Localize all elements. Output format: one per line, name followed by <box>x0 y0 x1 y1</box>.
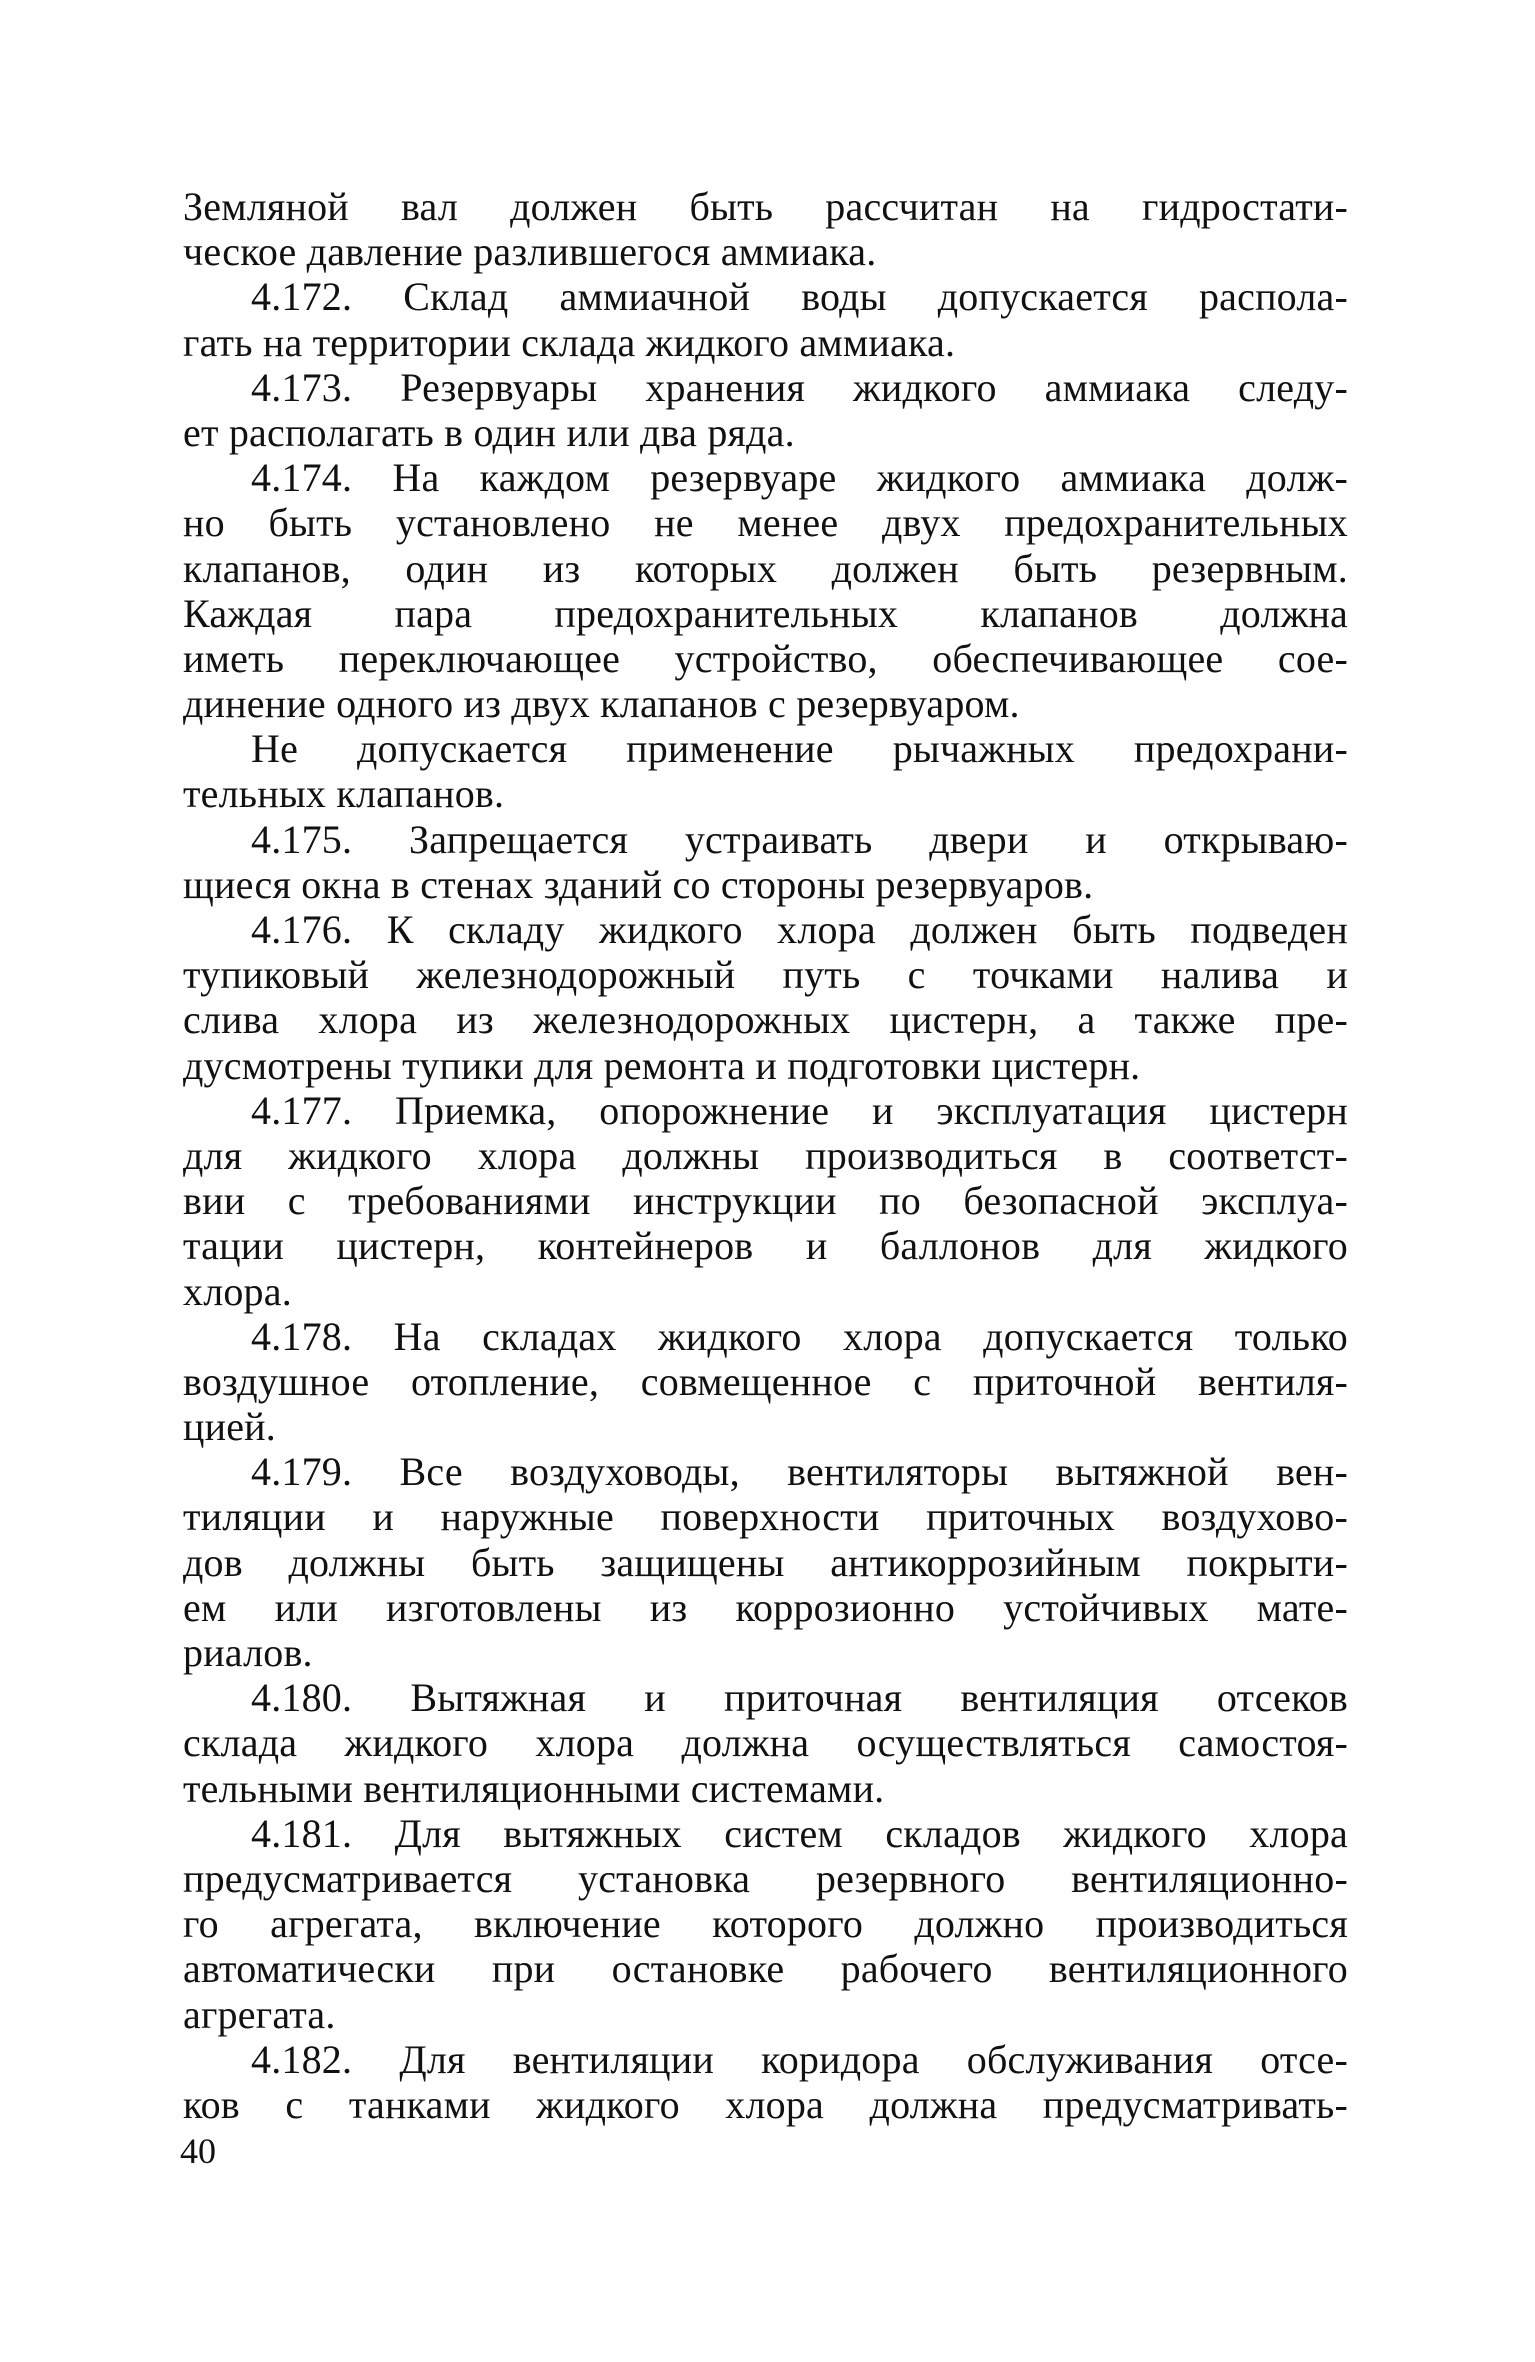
paragraph-4-177-line: для жидкого хлора должны производиться в соответст- <box>183 1132 1348 1178</box>
paragraph-4-179-line: дов должны быть защищены антикоррозийным покрыти- <box>183 1539 1348 1585</box>
paragraph-4-179-line: 4.179. Все воздуховоды, вентиляторы вытяжной вен- <box>251 1449 1348 1495</box>
text-line: ческое давление разлившегося аммиака. <box>183 229 877 275</box>
paragraph-4-179-line: ем или изготовлены из коррозионно устойчивых мате- <box>183 1584 1348 1630</box>
paragraph-4-181-line: агрегата. <box>183 1991 336 2037</box>
paragraph-4-178-line: цией. <box>183 1404 276 1450</box>
paragraph-4-176-line: 4.176. К складу жидкого хлора должен быть подведен <box>251 907 1348 952</box>
paragraph-4-172-line: гать на территории склада жидкого аммиака. <box>183 319 956 365</box>
paragraph-4-178-line: воздушное отопление, совмещенное с приточной вентиля- <box>183 1358 1348 1404</box>
paragraph-4-176-line: слива хлора из железнодорожных цистерн, а также пре- <box>183 997 1348 1043</box>
paragraph-4-182-line: 4.182. Для вентиляции коридора обслуживания отсе- <box>251 2036 1348 2082</box>
paragraph-4-174-line: динение одного из двух клапанов с резервуаром. <box>183 681 1020 727</box>
paragraph-4-181-line: 4.181. Для вытяжных систем складов жидкого хлора <box>251 1810 1348 1856</box>
paragraph-4-175-line: 4.175. Запрещается устраивать двери и открываю- <box>251 816 1348 862</box>
paragraph-4-174-line: клапанов, один из которых должен быть резервным. <box>183 545 1348 591</box>
paragraph-4-178-line: 4.178. На складах жидкого хлора допускается только <box>251 1313 1348 1359</box>
paragraph-4-174-line: но быть установлено не менее двух предохранительных <box>183 500 1348 546</box>
paragraph-4-173-line: ет располагать в один или два ряда. <box>183 409 795 455</box>
paragraph-4-174-line: Каждая пара предохранительных клапанов должна <box>183 590 1348 636</box>
paragraph-4-181-line: предусматривается установка резервного вентиляционно- <box>183 1855 1348 1901</box>
paragraph-4-176-line: дусмотрены тупики для ремонта и подготовки цистерн. <box>183 1042 1141 1088</box>
paragraph-levers-line: Не допускается применение рычажных предохрани- <box>251 726 1348 772</box>
paragraph-4-177-line: хлора. <box>183 1268 292 1314</box>
paragraph-4-177-line: 4.177. Приемка, опорожнение и эксплуатация цистерн <box>251 1087 1348 1133</box>
paragraph-4-177-line: тации цистерн, контейнеров и баллонов для жидкого <box>183 1223 1348 1269</box>
paragraph-4-174-line: иметь переключающее устройство, обеспечивающее сое- <box>183 635 1348 681</box>
paragraph-levers-line: тельных клапанов. <box>183 771 505 817</box>
paragraph-4-174-line: 4.174. На каждом резервуаре жидкого аммиака долж- <box>251 455 1348 501</box>
page-number: 40 <box>180 2131 216 2171</box>
paragraph-4-173-line: 4.173. Резервуары хранения жидкого аммиака следу- <box>251 364 1348 410</box>
paragraph-4-176-line: тупиковый железнодорожный путь с точками налива и <box>183 952 1348 998</box>
paragraph-4-180-line: тельными вентиляционными системами. <box>183 1765 885 1811</box>
paragraph-4-180-line: 4.180. Вытяжная и приточная вентиляция отсеков <box>251 1675 1348 1721</box>
paragraph-4-181-line: автоматически при остановке рабочего вентиляционного <box>183 1946 1348 1992</box>
paragraph-4-181-line: го агрегата, включение которого должно производиться <box>183 1901 1348 1947</box>
page-text-block <box>183 184 1348 2127</box>
paragraph-4-179-line: тиляции и наружные поверхности приточных воздухово- <box>183 1494 1348 1540</box>
paragraph-4-182-line: ков с танками жидкого хлора должна предусматривать- <box>183 2081 1348 2127</box>
paragraph-4-179-line: риалов. <box>183 1630 313 1675</box>
paragraph-4-180-line: склада жидкого хлора должна осуществляться самостоя- <box>183 1720 1348 1766</box>
paragraph-4-175-line: щиеся окна в стенах зданий со стороны резервуаров. <box>183 861 1094 907</box>
paragraph-4-172-line: 4.172. Склад аммиачной воды допускается распола- <box>251 274 1348 320</box>
paragraph-4-177-line: вии с требованиями инструкции по безопасной эксплуа- <box>183 1178 1348 1224</box>
text-line: Земляной вал должен быть рассчитан на гидростати- <box>183 184 1348 229</box>
